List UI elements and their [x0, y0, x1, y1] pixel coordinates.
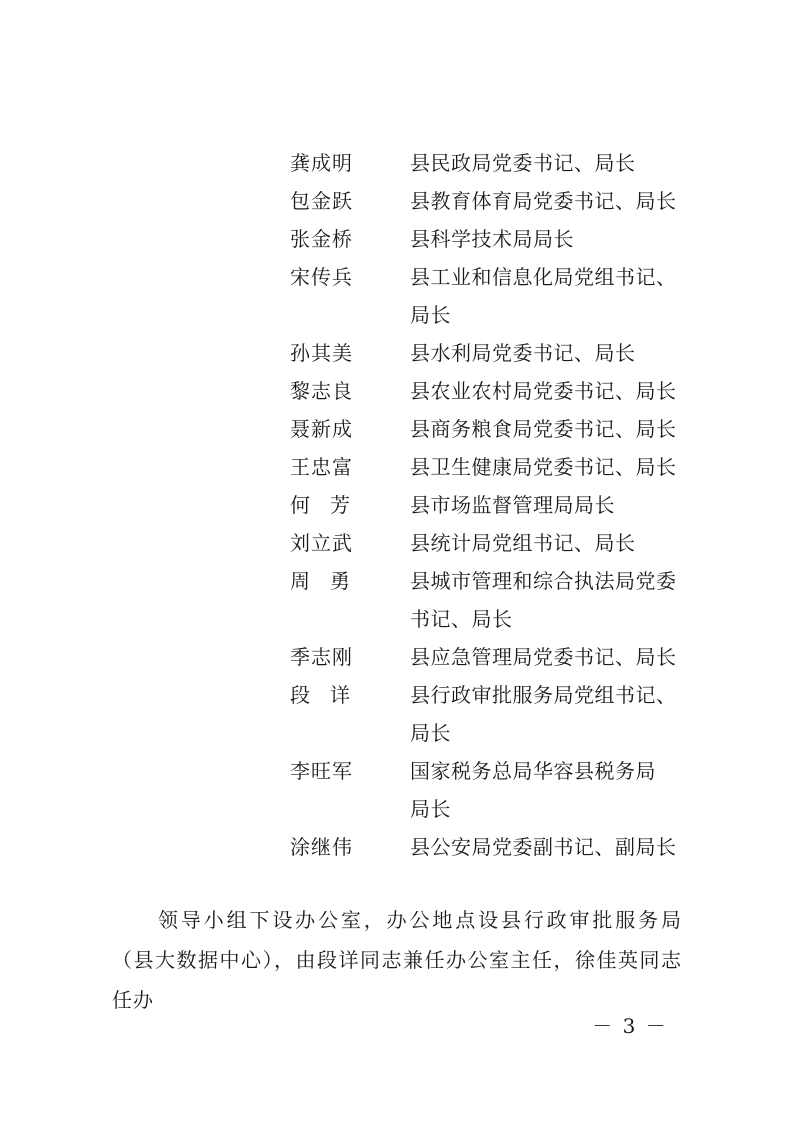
member-name: 刘立武 [290, 531, 353, 555]
member-name: 宋传兵 [290, 265, 353, 289]
member-title: 县教育体育局党委书记、局长 [410, 189, 677, 213]
member-title: 县民政局党委书记、局长 [410, 151, 636, 175]
member-title: 县卫生健康局党委书记、局长 [410, 455, 677, 479]
member-name: 包金跃 [290, 189, 353, 213]
member-title: 县农业农村局党委书记、局长 [410, 379, 677, 403]
member-row [290, 676, 690, 752]
member-list [290, 144, 690, 866]
member-name: 聂新成 [290, 417, 353, 441]
page-number: － 3 － [592, 1014, 668, 1038]
member-title: 县统计局党组书记、局长 [410, 531, 636, 555]
member-title: 县行政审批服务局党组书记、 局长 [410, 683, 677, 745]
member-row [290, 144, 690, 182]
member-row [290, 562, 690, 638]
member-row [290, 258, 690, 334]
member-title: 县应急管理局党委书记、局长 [410, 645, 677, 669]
member-name: 何 芳 [290, 493, 350, 517]
office-paragraph: 领导小组下设办公室，办公地点设县行政审批服务局（县大数据中心），由段详同志兼任办公室主任，徐佳英同志任办 [112, 908, 682, 1012]
member-row [290, 410, 690, 448]
member-row [290, 752, 690, 828]
member-title: 县市场监督管理局局长 [410, 493, 615, 517]
member-row [290, 372, 690, 410]
member-title: 县水利局党委书记、局长 [410, 341, 636, 365]
member-name: 王忠富 [290, 455, 353, 479]
member-row [290, 524, 690, 562]
member-name: 涂继伟 [290, 835, 353, 859]
member-title: 县公安局党委副书记、副局长 [410, 835, 677, 859]
member-row [290, 638, 690, 676]
member-row [290, 486, 690, 524]
member-name: 段 详 [290, 683, 350, 707]
member-row [290, 828, 690, 866]
member-name: 黎志良 [290, 379, 353, 403]
member-name: 季志刚 [290, 645, 353, 669]
member-row [290, 334, 690, 372]
member-name: 周 勇 [290, 569, 350, 593]
member-name: 张金桥 [290, 227, 353, 251]
member-name: 龚成明 [290, 151, 353, 175]
member-row [290, 182, 690, 220]
member-title: 县商务粮食局党委书记、局长 [410, 417, 677, 441]
member-title: 国家税务总局华容县税务局 局长 [410, 759, 656, 821]
member-title: 县科学技术局局长 [410, 227, 574, 251]
member-title: 县城市管理和综合执法局党委 书记、局长 [410, 569, 677, 631]
member-name: 李旺军 [290, 759, 353, 783]
member-row [290, 448, 690, 486]
member-row [290, 220, 690, 258]
member-title: 县工业和信息化局党组书记、 局长 [410, 265, 677, 327]
member-name: 孙其美 [290, 341, 353, 365]
